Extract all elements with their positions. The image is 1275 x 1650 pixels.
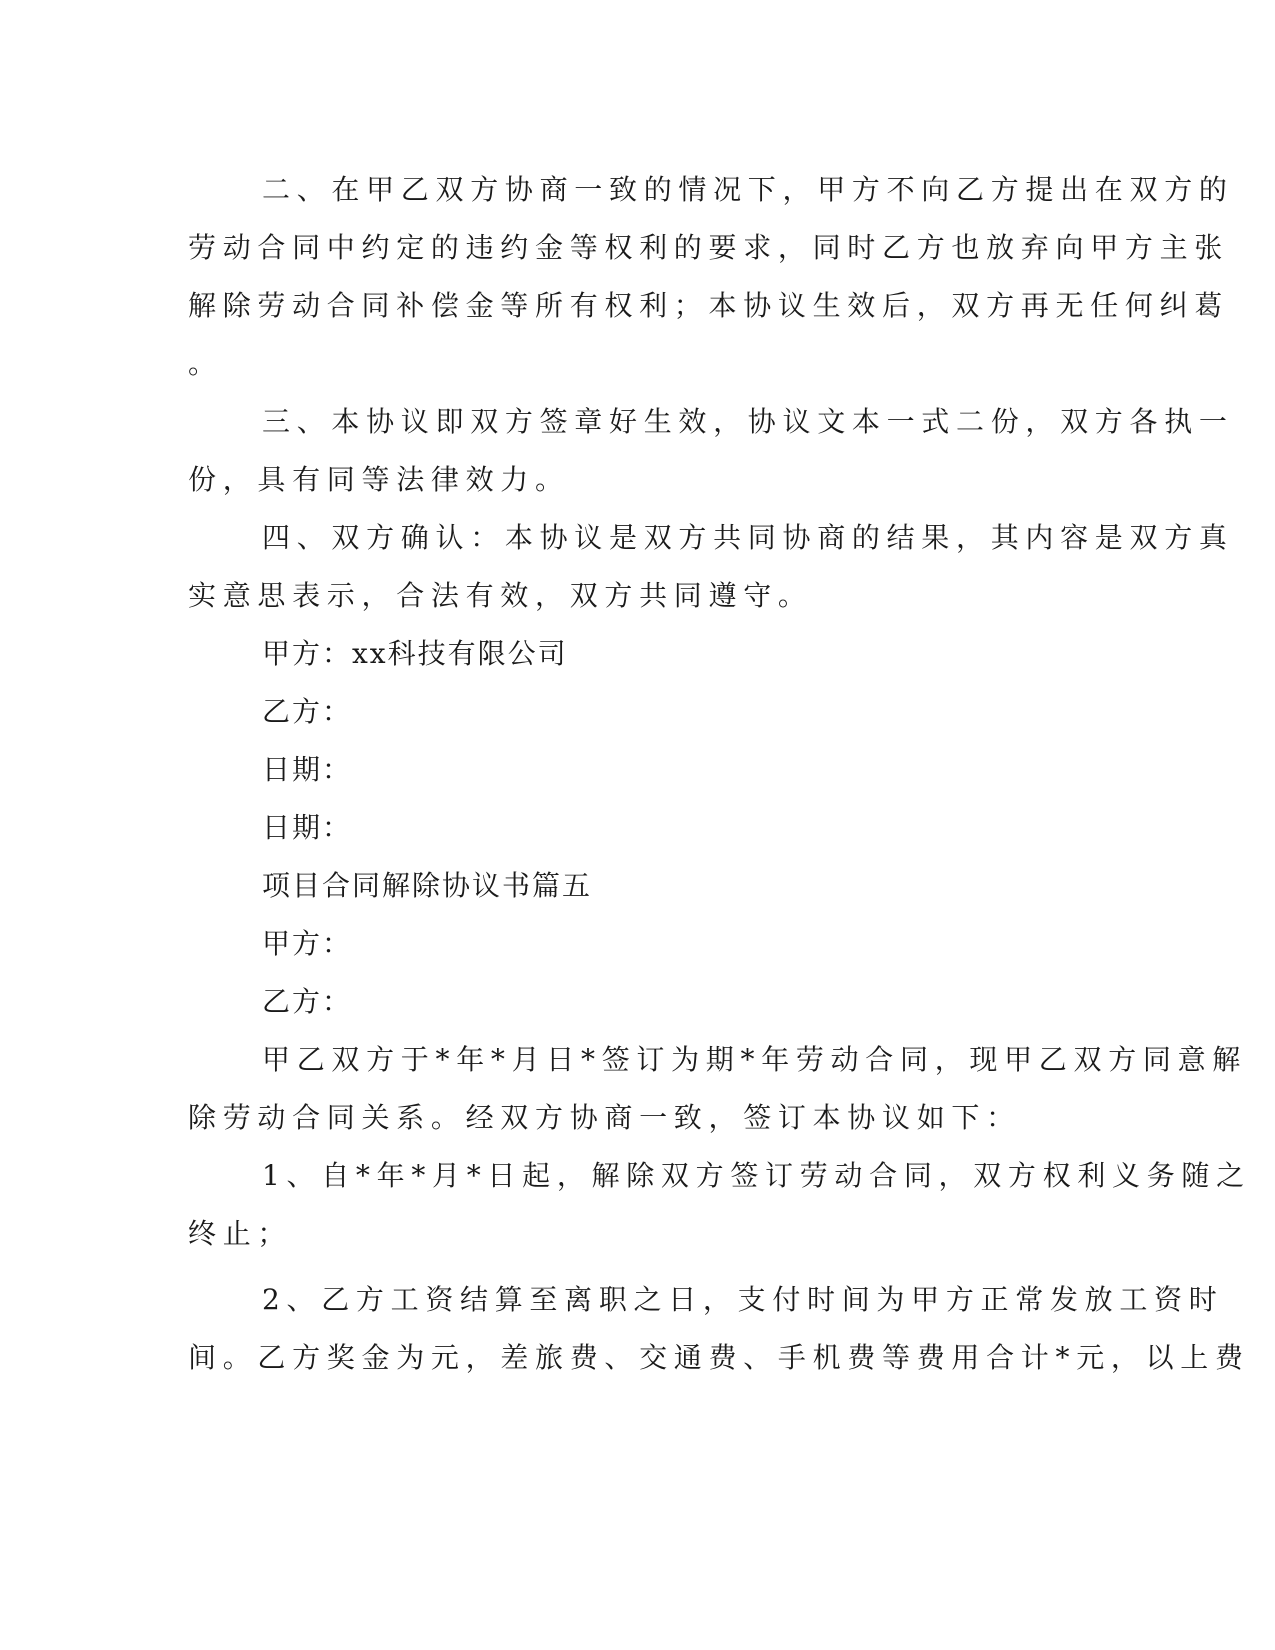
paragraph-line: 份，具有同等法律效力。 — [188, 463, 570, 496]
paragraph-line: 三、本协议即双方签章好生效，协议文本一式二份，双方各执一 — [262, 405, 1234, 438]
paragraph-line: 劳动合同中约定的违约金等权利的要求，同时乙方也放弃向甲方主张 — [188, 231, 1230, 264]
paragraph-line: 2、乙方工资结算至离职之日，支付时间为甲方正常发放工资时 — [262, 1283, 1224, 1316]
party-a-line: 甲方：xx科技有限公司 — [262, 637, 568, 670]
paragraph-line: 1、自*年*月*日起，解除双方签订劳动合同，双方权利义务随之 — [262, 1159, 1251, 1192]
party-b-line: 乙方： — [262, 985, 353, 1018]
paragraph-line: 除劳动合同关系。经双方协商一致，签订本协议如下： — [188, 1101, 1021, 1134]
paragraph-line: 二、在甲乙双方协商一致的情况下，甲方不向乙方提出在双方的 — [262, 173, 1234, 206]
paragraph-line: 四、双方确认：本协议是双方共同协商的结果，其内容是双方真 — [262, 521, 1234, 554]
paragraph-line: 实意思表示，合法有效，双方共同遵守。 — [188, 579, 813, 612]
section-title: 项目合同解除协议书篇五 — [262, 869, 593, 902]
paragraph-line: 间。乙方奖金为元，差旅费、交通费、手机费等费用合计*元，以上费 — [188, 1341, 1250, 1374]
paragraph-line: 。 — [188, 347, 223, 380]
date-line: 日期： — [262, 811, 353, 844]
paragraph-line: 解除劳动合同补偿金等所有权利；本协议生效后，双方再无任何纠葛 — [188, 289, 1230, 322]
paragraph-line: 甲乙双方于*年*月日*签订为期*年劳动合同，现甲乙双方同意解 — [262, 1043, 1248, 1076]
date-line: 日期： — [262, 753, 353, 786]
paragraph-line: 终止； — [188, 1217, 293, 1250]
party-b-line: 乙方： — [262, 695, 353, 728]
party-a-line: 甲方： — [262, 927, 353, 960]
